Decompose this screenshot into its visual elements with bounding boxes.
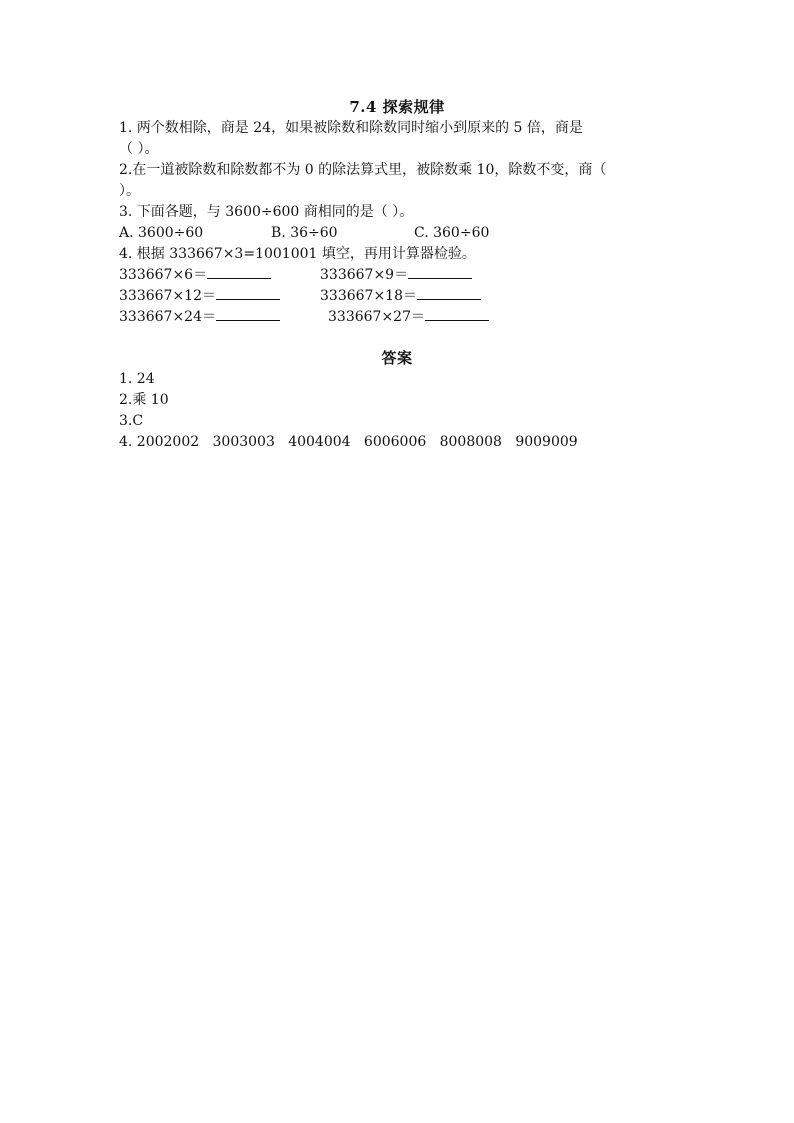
question-3-line: 3. 下面各题，与 3600÷600 商相同的是（ ）。 — [119, 204, 414, 220]
question-4-line: 4. 根据 333667×3=1001001 填空，再用计算器检验。 — [119, 246, 476, 262]
answer-blank — [408, 266, 472, 279]
q4-item-3-expression: 333667×12＝ — [119, 288, 216, 304]
answer-blank — [216, 308, 280, 321]
worksheet-title: 7.4 探索规律 — [349, 98, 445, 116]
q4-item-5 — [119, 308, 280, 326]
q4-item-6 — [328, 308, 489, 326]
answer-blank — [207, 266, 271, 279]
question-2-line-1: 2.在一道被除数和除数都不为 0 的除法算式里，被除数乘 10，除数不变，商（ — [119, 162, 607, 178]
q4-item-4 — [320, 287, 481, 305]
q4-item-2 — [320, 266, 472, 284]
question-3-option-c: C. 360÷60 — [414, 225, 490, 241]
answer-blank — [417, 287, 481, 300]
answer-line-1: 1. 24 — [119, 371, 155, 387]
q4-item-3 — [119, 287, 280, 305]
question-3-option-a: A. 3600÷60 — [119, 225, 204, 241]
q4-item-2-expression: 333667×9＝ — [320, 267, 409, 283]
question-2-line-2: ）。 — [119, 183, 140, 199]
q4-item-5-expression: 333667×24＝ — [119, 309, 216, 325]
answer-blank — [216, 287, 280, 300]
answer-line-3: 3.C — [119, 413, 144, 429]
q4-item-1 — [119, 266, 271, 284]
answer-line-4: 4. 2002002 3003003 4004004 6006006 8008008 9009009 — [119, 434, 578, 450]
q4-item-4-expression: 333667×18＝ — [320, 288, 417, 304]
q4-item-6-expression: 333667×27＝ — [328, 309, 425, 325]
answer-line-2: 2.乘 10 — [119, 392, 169, 408]
question-1-line-1: 1. 两个数相除，商是 24，如果被除数和除数同时缩小到原来的 5 倍，商是 — [119, 120, 583, 136]
answer-blank — [425, 308, 489, 321]
answers-title: 答案 — [381, 349, 413, 367]
question-1-line-2: （ ）。 — [119, 141, 159, 157]
question-3-option-b: B. 36÷60 — [271, 225, 338, 241]
q4-item-1-expression: 333667×6＝ — [119, 267, 208, 283]
